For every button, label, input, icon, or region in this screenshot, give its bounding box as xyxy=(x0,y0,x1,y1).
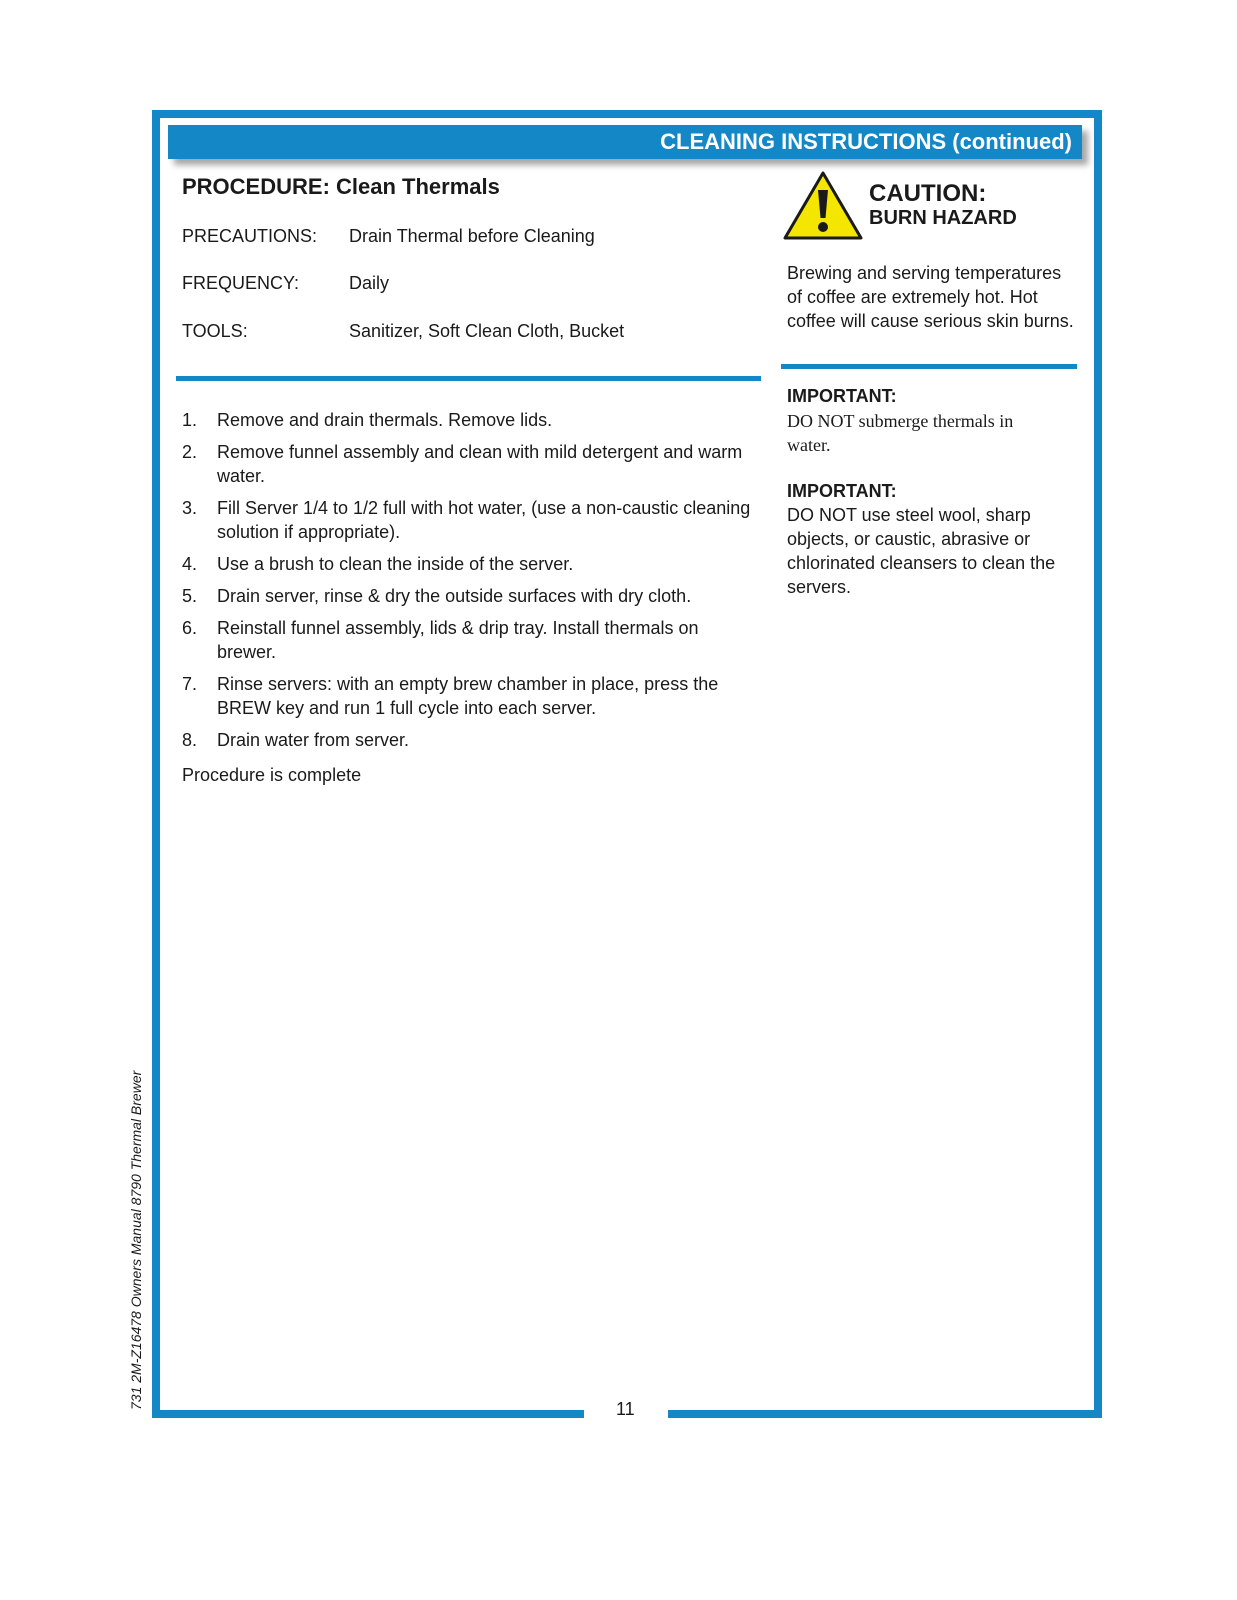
step-number: 8. xyxy=(182,730,198,750)
step-item xyxy=(182,440,752,488)
step-text: Drain server, rinse & dry the outside surfaces with dry cloth. xyxy=(217,586,692,606)
step-item xyxy=(182,616,752,664)
caution-title: CAUTION: xyxy=(869,180,987,207)
step-number: 2. xyxy=(182,442,198,462)
tools-value: Sanitizer, Soft Clean Cloth, Bucket xyxy=(349,321,625,341)
divider-left xyxy=(176,376,761,381)
important-2-label: IMPORTANT: xyxy=(787,481,897,501)
step-text: Drain water from server. xyxy=(217,730,410,750)
manual-reference: 731 2M-Z16478 Owners Manual 8790 Thermal Brewer xyxy=(128,1070,144,1410)
caution-subtitle: BURN HAZARD xyxy=(869,207,1017,229)
important-1-body: DO NOT submerge thermals in water. xyxy=(787,411,1014,455)
step-item xyxy=(182,584,752,608)
completion-note: Procedure is complete xyxy=(182,765,362,785)
step-text: Remove and drain thermals. Remove lids. xyxy=(217,410,553,430)
important-1-label: IMPORTANT: xyxy=(787,386,897,406)
caution-body: Brewing and serving temperatures of coffee are extremely hot. Hot coffee will cause serious skin burns. xyxy=(787,263,1074,331)
frame-bottom-right-border xyxy=(668,1410,1102,1418)
procedure-title: PROCEDURE: Clean Thermals xyxy=(182,174,500,199)
step-text: Rinse servers: with an empty brew chamber in place, press the BREW key and run 1 full cycle into each server. xyxy=(217,674,719,718)
step-text: Fill Server 1/4 to 1/2 full with hot water, (use a non-caustic cleaning solution if appropriate). xyxy=(217,498,751,542)
step-number: 3. xyxy=(182,498,198,518)
step-text: Use a brush to clean the inside of the server. xyxy=(217,554,574,574)
frame-right-border xyxy=(1094,110,1102,1418)
step-number: 6. xyxy=(182,618,198,638)
step-text: Remove funnel assembly and clean with mild detergent and warm water. xyxy=(217,442,743,486)
section-header-title: CLEANING INSTRUCTIONS (continued) xyxy=(660,129,1072,154)
step-number: 4. xyxy=(182,554,198,574)
step-number: 1. xyxy=(182,410,198,430)
frame-bottom-left-border xyxy=(152,1410,584,1418)
precautions-value: Drain Thermal before Cleaning xyxy=(349,226,595,246)
warning-triangle-icon xyxy=(782,170,864,242)
divider-right xyxy=(781,364,1077,369)
step-number: 5. xyxy=(182,586,198,606)
step-item xyxy=(182,408,752,432)
frame-left-border xyxy=(152,110,160,1418)
frequency-value: Daily xyxy=(349,273,390,293)
step-item xyxy=(182,552,752,576)
page-number: 11 xyxy=(616,1399,635,1419)
step-item xyxy=(182,672,752,720)
section-header-bar xyxy=(168,125,1082,159)
procedure-steps-list xyxy=(182,408,752,760)
step-text: Reinstall funnel assembly, lids & drip tray. Install thermals on brewer. xyxy=(217,618,699,662)
important-2-body: DO NOT use steel wool, sharp objects, or caustic, abrasive or chlorinated cleansers to clean the servers. xyxy=(787,505,1056,597)
step-item xyxy=(182,728,752,752)
step-item xyxy=(182,496,752,544)
frequency-label: FREQUENCY: xyxy=(182,273,300,293)
precautions-label: PRECAUTIONS: xyxy=(182,226,318,246)
frame-top-border xyxy=(152,110,1102,118)
tools-label: TOOLS: xyxy=(182,321,248,341)
step-number: 7. xyxy=(182,674,198,694)
